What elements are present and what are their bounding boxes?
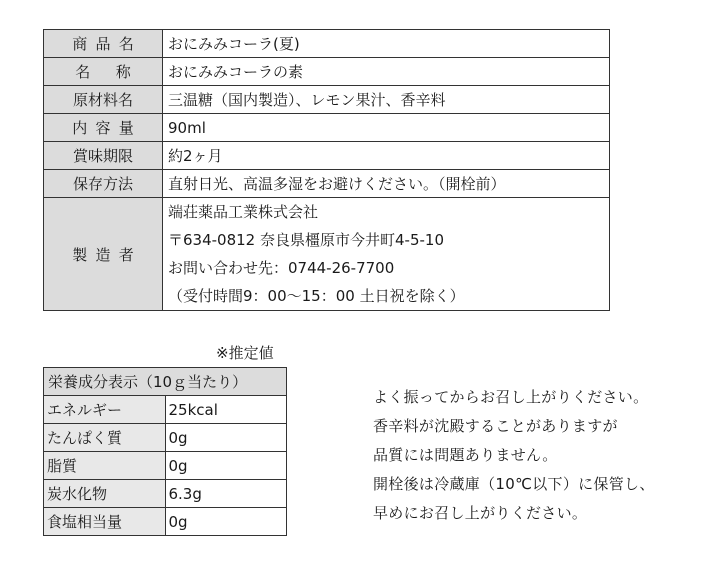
table-row <box>44 480 287 508</box>
manufacturer-company: 端荘薬品工業株式会社 <box>168 203 319 221</box>
fat-value: 0g <box>165 452 287 480</box>
volume-label: 内容量 <box>72 119 142 137</box>
name-value: おにみみコーラの素 <box>163 58 610 86</box>
storage-value: 直射日光、高温多湿をお避けください。（開栓前） <box>163 170 610 198</box>
protein-label: たんぱく質 <box>44 424 166 452</box>
table-row <box>44 424 287 452</box>
table-row <box>44 58 610 86</box>
row-label <box>44 30 163 58</box>
carbohydrate-label: 炭水化物 <box>44 480 166 508</box>
manufacturer-label: 製造者 <box>72 245 142 264</box>
table-row <box>44 142 610 170</box>
note-line: 品質には問題ありません。 <box>373 446 558 464</box>
table-row <box>44 508 287 536</box>
storage-label: 保存方法 <box>44 170 163 198</box>
row-label <box>44 58 163 86</box>
table-row <box>44 198 610 311</box>
manufacturer-hours: （受付時間9：00～15：00 土日祝を除く） <box>168 287 465 305</box>
energy-value: 25kcal <box>165 396 287 424</box>
protein-value: 0g <box>165 424 287 452</box>
table-row <box>44 170 610 198</box>
nutrition-table <box>43 367 287 536</box>
manufacturer-contact: お問い合わせ先：0744-26-7700 <box>168 259 395 277</box>
estimate-note: ※推定値 <box>216 344 274 362</box>
table-row <box>44 30 610 58</box>
best-before-value: 約2ヶ月 <box>163 142 610 170</box>
ingredients-value: 三温糖（国内製造）、レモン果汁、香辛料 <box>163 86 610 114</box>
carbohydrate-value: 6.3g <box>165 480 287 508</box>
energy-label: エネルギー <box>44 396 166 424</box>
table-row <box>44 368 287 396</box>
note-line: 香辛料が沈殿することがありますが <box>373 417 618 435</box>
manufacturer-address: 〒634-0812 奈良県橿原市今井町4-5-10 <box>168 231 444 249</box>
manufacturer-value <box>163 198 610 311</box>
table-row <box>44 114 610 142</box>
nutrition-header: 栄養成分表示（10ｇ当たり） <box>44 368 287 396</box>
product-info-table <box>43 29 610 311</box>
table-row <box>44 396 287 424</box>
salt-value: 0g <box>165 508 287 536</box>
row-label <box>44 114 163 142</box>
row-label <box>44 198 163 311</box>
usage-notes <box>373 383 655 528</box>
table-row <box>44 452 287 480</box>
table-row <box>44 86 610 114</box>
fat-label: 脂質 <box>44 452 166 480</box>
ingredients-label: 原材料名 <box>44 86 163 114</box>
salt-label: 食塩相当量 <box>44 508 166 536</box>
product-name-label: 商品名 <box>72 35 142 53</box>
note-line: 早めにお召し上がりください。 <box>373 504 588 522</box>
name-label: 名称 <box>75 63 157 81</box>
best-before-label: 賞味期限 <box>44 142 163 170</box>
volume-value: 90ml <box>163 114 610 142</box>
note-line: よく振ってからお召し上がりください。 <box>373 388 649 406</box>
note-line: 開栓後は冷蔵庫（10℃以下）に保管し、 <box>373 475 655 493</box>
product-name-value: おにみみコーラ(夏) <box>163 30 610 58</box>
